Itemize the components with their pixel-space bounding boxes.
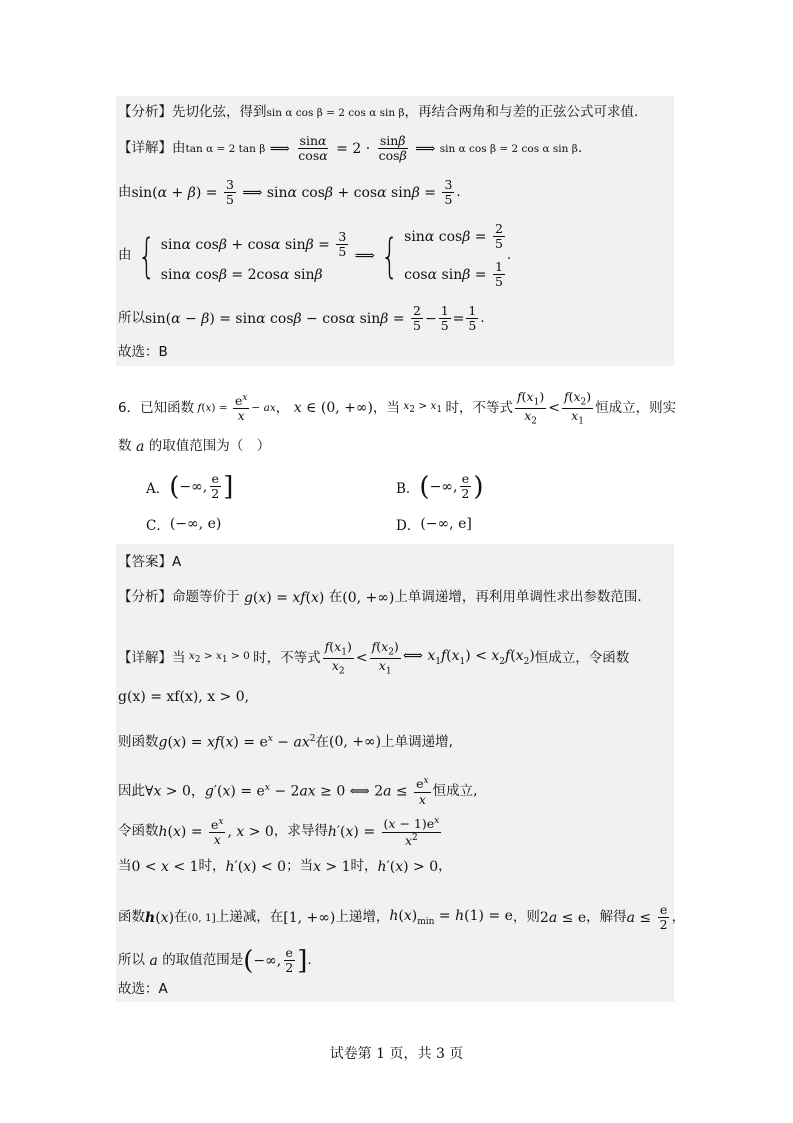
sol6-line8: 当 0 < x < 1 时， h′(x) < 0 ；当 x > 1 时， h′(x) > 0 ， xyxy=(118,858,452,875)
sol5-system: 由 { sinα cosβ + cosα sinβ = $\frac{3}{5}$ sinα cosβ = 2cosα sinβ ⟹ { sinα cosβ = $\frac{2}{5}$ cosα sinβ = $\frac{1}{5}$ . xyxy=(118,221,512,290)
sol6-line7: 令函数 h(x) = $\frac{e^x}{x}$ , x > 0 ，求导得 h′(x) = $\frac{(x - 1)e^x}{x^2}$ xyxy=(118,816,440,848)
option-d[interactable]: D． (−∞, e] xyxy=(396,516,472,534)
q6-stem-cont: 数 a 的取值范围为（ ） xyxy=(118,438,271,455)
sol6-line9: 函数 h(x) 在 (0, 1] 上递减，在 [1, +∞) 上递增， $h(x)_{min} = h(1) = e$ ，则 2a ≤ e ，解得 a ≤ $\frac{e}{2}$ ， xyxy=(118,902,686,933)
option-a[interactable]: A． (−∞, $\frac{e}{2}$ ] xyxy=(146,471,234,502)
sol6-final: 故选：A xyxy=(118,981,168,997)
analysis-math: sin α cos β = 2 cos α sin β xyxy=(266,106,405,119)
sol5-line3: 由 sin(α + β) = $\frac{3}{5}$ ⟹ sinα cosβ + cosα sinβ = $\frac{3}{5}$ . xyxy=(118,177,461,208)
sol5-analysis: 【分析】 先切化弦，得到 sin α cos β = 2 cos α sin β ，再结合两角和与差的正弦公式可求值. xyxy=(118,104,639,120)
solution-6-background xyxy=(116,544,674,1002)
question-number: 6． xyxy=(118,399,141,416)
detail-label: 【详解】 xyxy=(118,140,172,157)
sol6-line6: 因此 ∀x > 0，$g'(x) = e^x - 2ax \ge 0$ ⟺ 2a ≤ $\frac{e^x}{x}$ 恒成立, xyxy=(118,776,478,807)
sol5-answer: 故选：B xyxy=(118,344,168,360)
sol6-answer-label: 【答案】A xyxy=(118,554,182,570)
analysis-label: 【分析】 xyxy=(118,104,172,120)
q6-stem: 6． 已知函数 f(x) = $\frac{e^x}{x}$ − ax ， x ∈ (0, +∞) ，当 $x_2 > x_1$ 时，不等式 $\frac{f(x_1)}{x_2}$ < $\frac{f(x_2)}{x_1}$ 恒成立，则实 xyxy=(118,389,677,427)
page-footer: 试卷第 1 页，共 3 页 xyxy=(329,1046,464,1062)
sol6-line5: 则函数 $g(x) = xf(x) = e^x - ax^2$ 在 (0, +∞) 上单调递增, xyxy=(118,733,453,751)
option-b[interactable]: B． (−∞, $\frac{e}{2}$ ) xyxy=(396,471,484,502)
sol6-detail: 【详解】 当 $x_2 > x_1 > 0$ 时，不等式 $\frac{f(x_1)}{x_2}$ < $\frac{f(x_2)}{x_1}$ ⟺ $x_1f(x_1) < x_2f(x_2)$ 恒成立，令函数 xyxy=(118,639,630,677)
sol5-line5: 所以 sin(α − β) = sinα cosβ − cosα sinβ = $\frac{2}{5}$ − $\frac{1}{5}$ = $\frac{1}{5}$ . xyxy=(118,303,485,334)
sol5-detail: 【详解】 由 tan α = 2 tan β ⟹ $\frac{\sin\alpha}{\cos\alpha}$ = 2 · $\frac{\sin\beta}{\cos\beta}$ ⟹ sin α cos β = 2 cos α sin β . xyxy=(118,133,583,164)
sol6-line10: 所以 a 的取值范围是 (−∞, $\frac{e}{2}$ ] . xyxy=(118,945,312,976)
sol6-analysis: 【分析】 命题等价于 g(x) = xf(x) 在 (0, +∞) 上单调递增，再利用单调性求出参数范围. xyxy=(118,589,642,606)
sol6-g-def: g(x) = xf(x), x > 0, xyxy=(118,689,250,705)
option-c[interactable]: C． (−∞, e) xyxy=(146,516,222,534)
